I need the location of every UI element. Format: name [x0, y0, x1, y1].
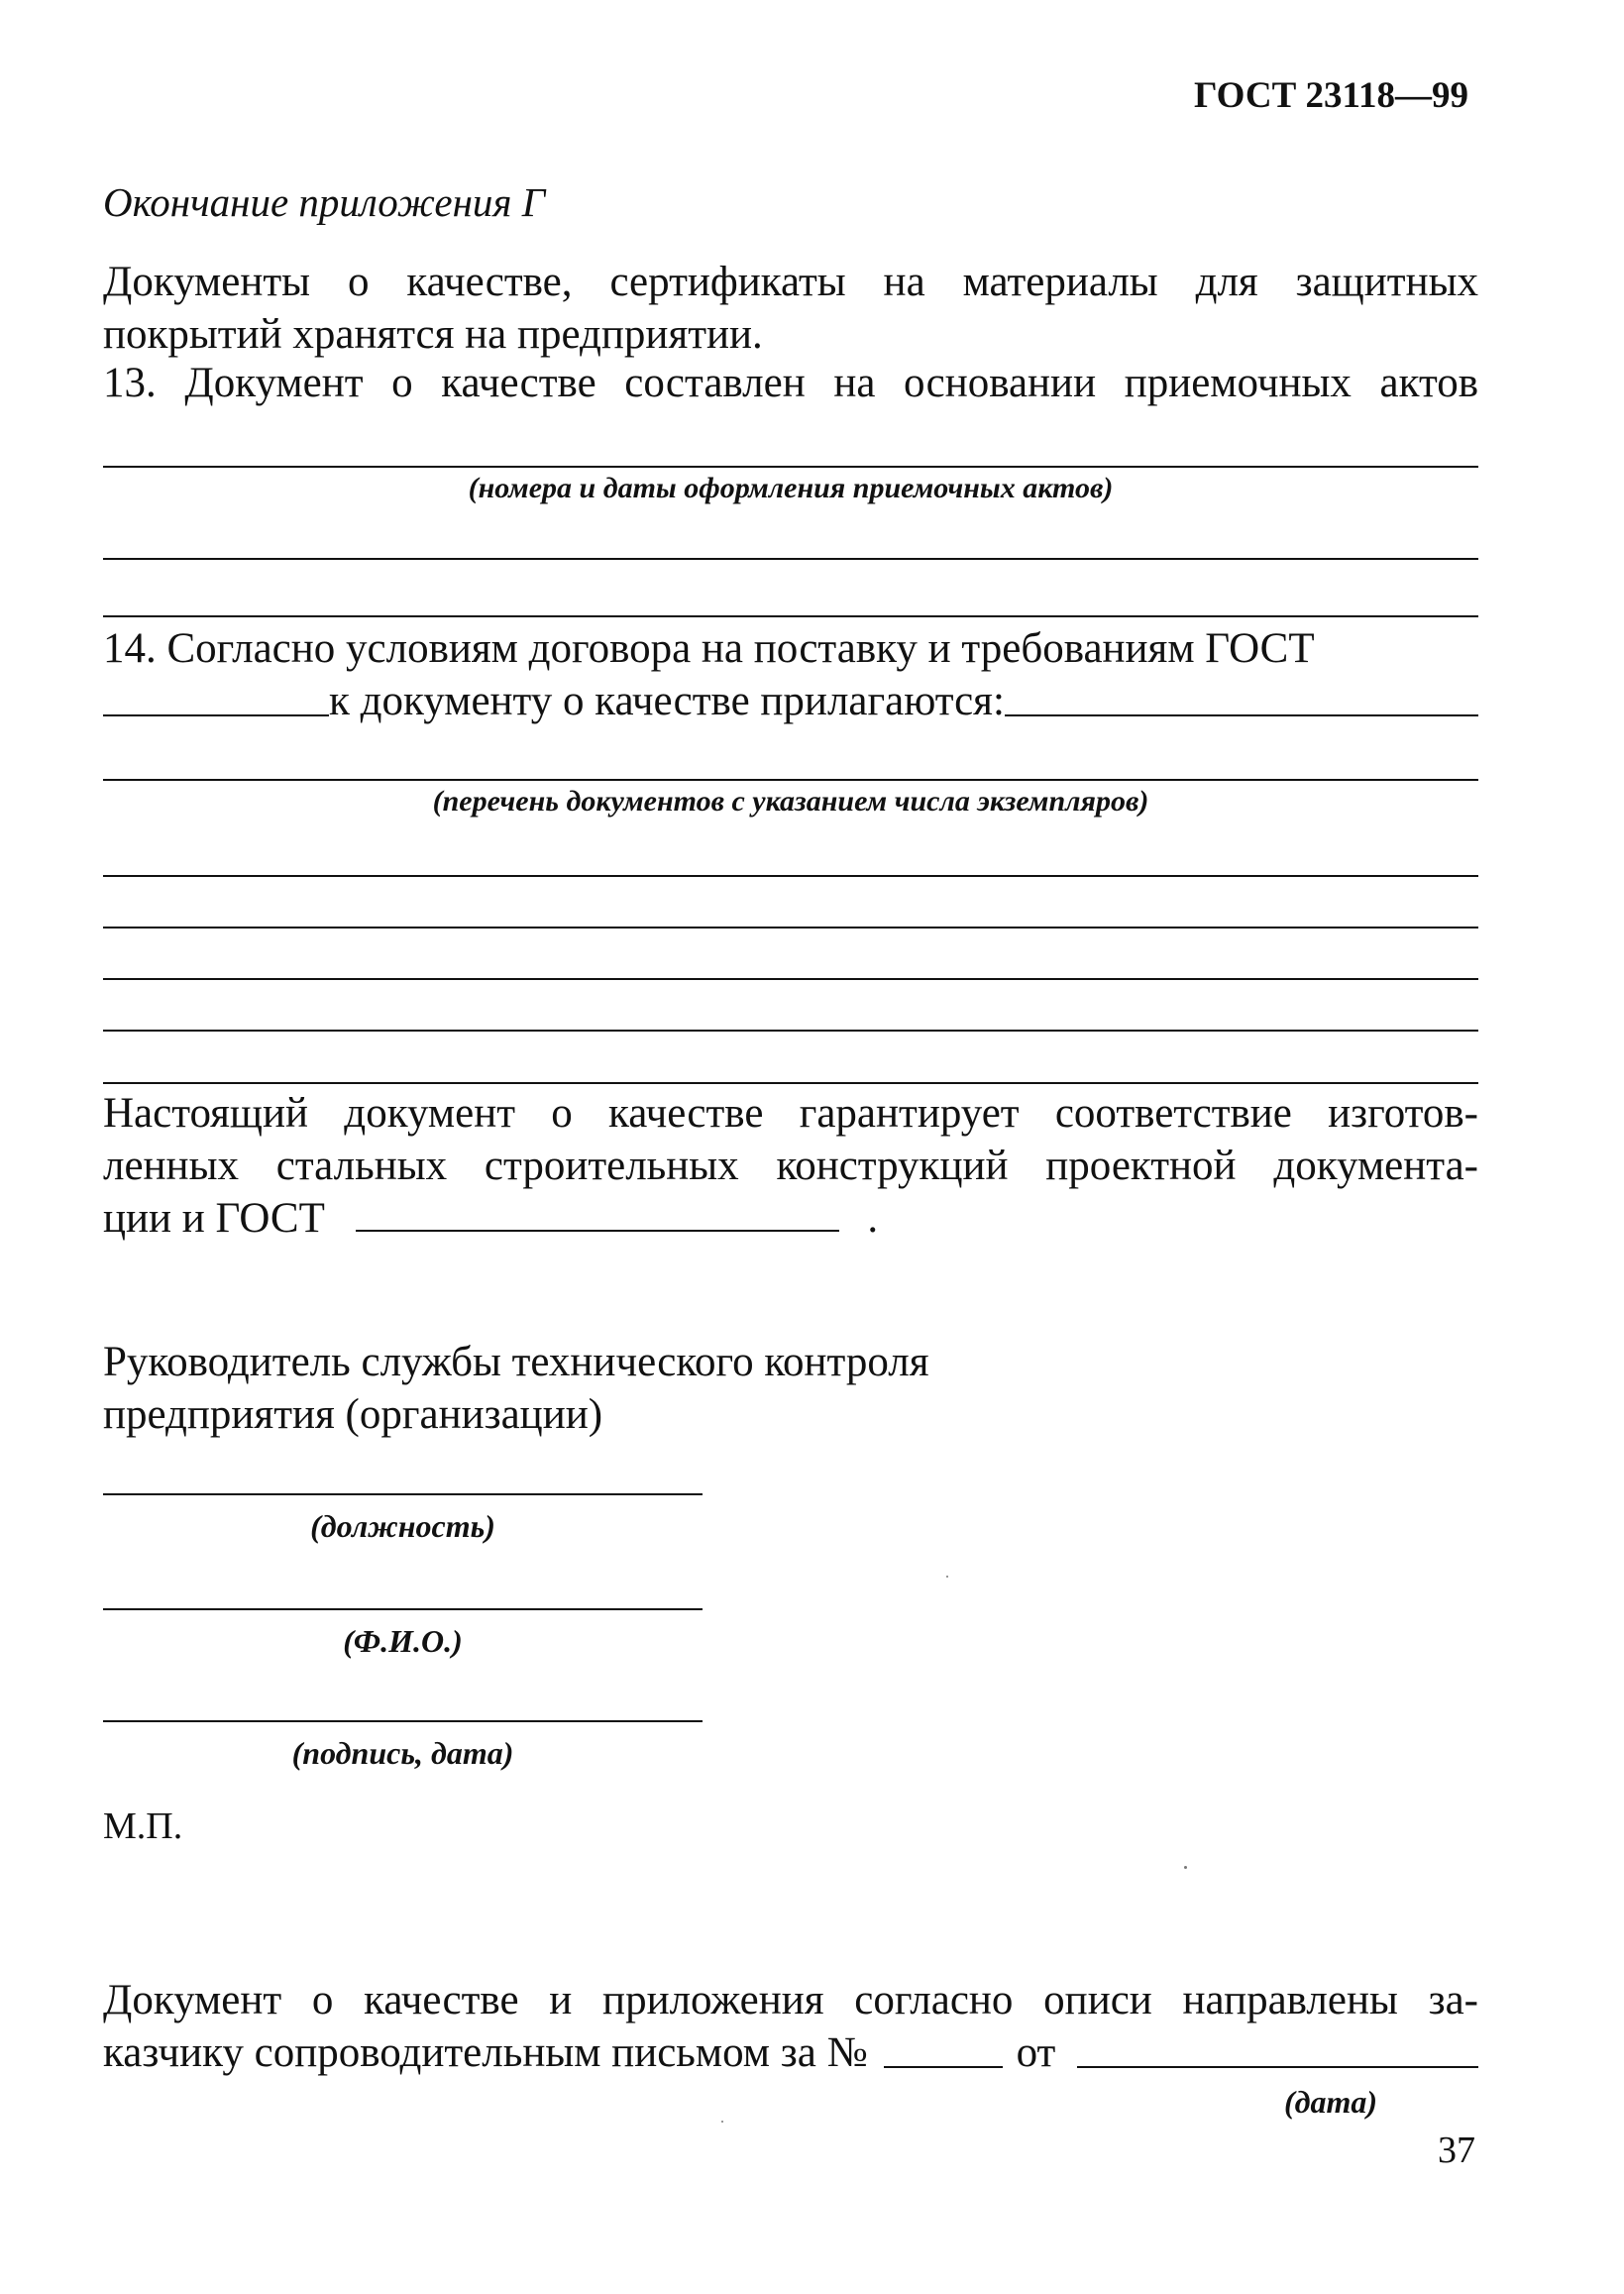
- signature-line: [103, 1720, 703, 1722]
- item14-fill-line-5: [103, 1030, 1478, 1032]
- item13-caption: (номера и даты оформления приемочных актов): [468, 472, 1114, 504]
- letter-number-blank: [884, 2066, 1003, 2068]
- scan-speck: [721, 2121, 723, 2123]
- appendix-subtitle: Окончание приложения Г: [103, 179, 546, 225]
- item13-fill-line-3: [103, 615, 1478, 617]
- signatory-line-2: предприятия (организации): [103, 1391, 603, 1438]
- page-number: 37: [1438, 2130, 1475, 2171]
- position-line: [103, 1493, 703, 1495]
- dispatch-line-2-mid: от: [1016, 2029, 1056, 2076]
- item14-line-2-row: [103, 675, 1478, 727]
- gost-blank: [356, 1230, 839, 1232]
- item13-fill-line-2: [103, 558, 1478, 560]
- name-line: [103, 1608, 703, 1610]
- intro-line-1: Документы о качестве, сертификаты на материалы для защитных: [103, 259, 1478, 305]
- guarantee-line-2: ленных стальных строительных конструкций проектной документа-: [103, 1143, 1478, 1189]
- item13-text: 13. Документ о качестве составлен на основании приемочных актов: [103, 360, 1478, 406]
- signature-caption: (подпись, дата): [291, 1735, 514, 1771]
- dispatch-line-2-prefix: казчику сопроводительным письмом за №: [103, 2029, 868, 2076]
- item14-fill-line-6: [103, 1082, 1478, 1084]
- item13-fill-line-1: [103, 466, 1478, 468]
- stamp-place: М.П.: [103, 1805, 183, 1847]
- item14-fill-line-1: [103, 779, 1478, 781]
- letter-date-blank: [1077, 2066, 1478, 2068]
- dispatch-line-2-row: [103, 2026, 1478, 2079]
- item14-fill-line-4: [103, 978, 1478, 980]
- item14-caption: (перечень документов с указанием числа экземпляров): [432, 785, 1149, 818]
- date-caption: (дата): [1284, 2084, 1378, 2120]
- scan-speck: [946, 1576, 948, 1578]
- guarantee-line-3-row: [103, 1192, 878, 1245]
- signatory-line-1: Руководитель службы технического контроля: [103, 1339, 929, 1385]
- guarantee-line-1: Настоящий документ о качестве гарантирует соответствие изготов-: [103, 1090, 1478, 1137]
- gost-number-blank: [103, 714, 329, 716]
- position-caption: (должность): [310, 1508, 495, 1544]
- item14-line-1: 14. Согласно условиям договора на поставку и требованиям ГОСТ: [103, 625, 1315, 672]
- item14-line-2: к документу о качестве прилагаются:: [329, 678, 1005, 724]
- attachments-blank: [1005, 714, 1478, 716]
- name-caption: (Ф.И.О.): [343, 1623, 463, 1659]
- item14-fill-line-2: [103, 875, 1478, 877]
- item14-fill-line-3: [103, 927, 1478, 929]
- guarantee-line-3-suffix: .: [867, 1195, 879, 1242]
- guarantee-line-3-prefix: ции и ГОСТ: [103, 1195, 325, 1242]
- scan-speck: [1184, 1866, 1187, 1869]
- intro-line-2: покрытий хранятся на предприятии.: [103, 311, 763, 358]
- dispatch-line-1: Документ о качестве и приложения согласно описи направлены за-: [103, 1977, 1478, 2023]
- document-header: ГОСТ 23118—99: [1194, 75, 1468, 116]
